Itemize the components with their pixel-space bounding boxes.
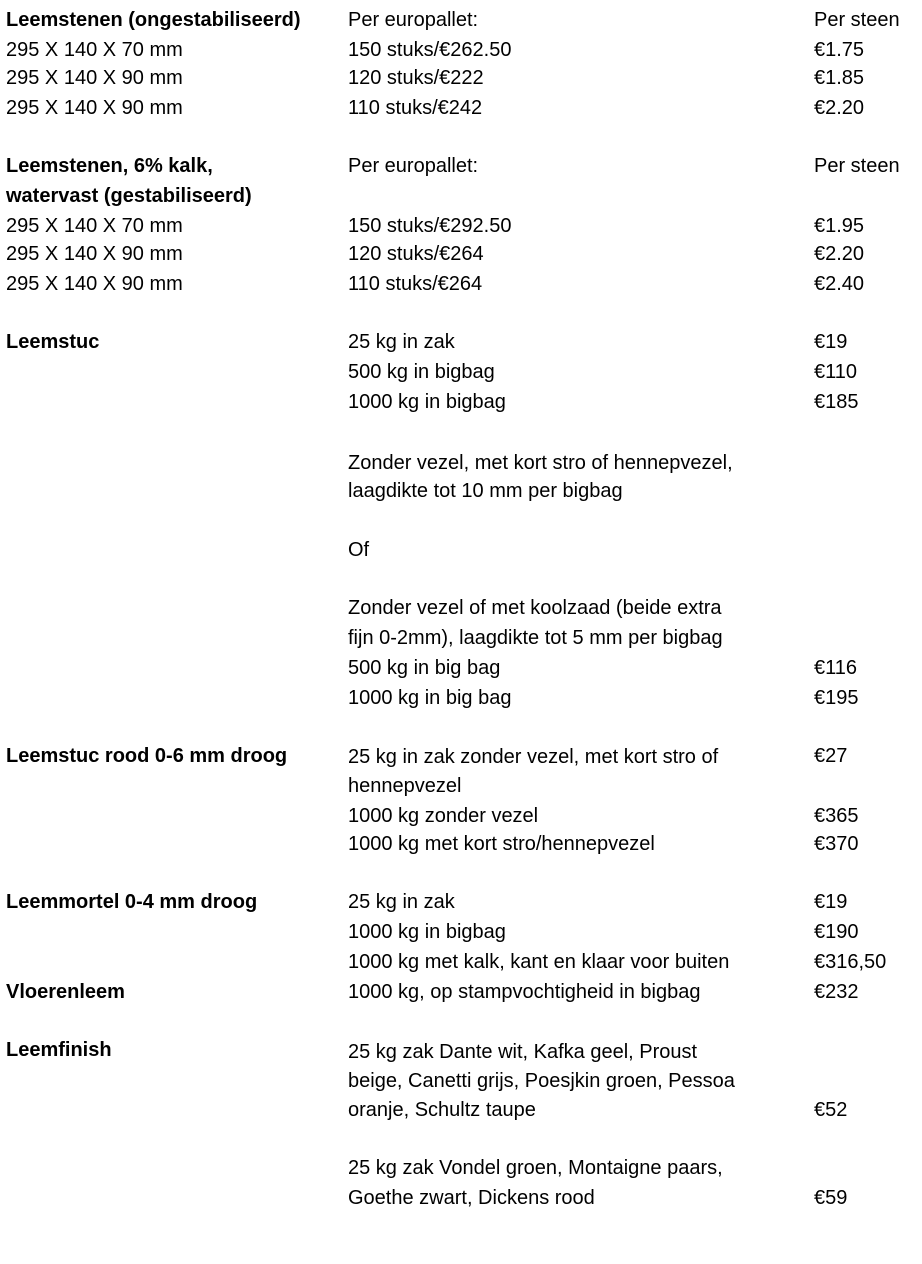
price-cell: €116 [814,657,858,679]
note-text: Zonder vezel, met kort stro of hennepvezel, [348,452,733,474]
desc-cell: 1000 kg in big bag [348,687,512,709]
note-text: laagdikte tot 10 mm per bigbag [348,480,623,502]
section-title: Leemstenen (ongestabiliseerd) [6,9,301,31]
size-cell: 295 X 140 X 90 mm [6,273,183,295]
section-title: Vloerenleem [6,981,125,1003]
desc-cell: 1000 kg, op stampvochtigheid in bigbag [348,981,701,1003]
note-text: Zonder vezel of met koolzaad (beide extra [348,597,722,619]
desc-cell: 1000 kg met kalk, kant en klaar voor buiten [348,951,730,973]
price-header: Per steen [814,9,900,31]
desc-cell: 25 kg in zak zonder vezel, met kort stro of [348,746,719,768]
price-cell: €19 [814,891,848,913]
section-title: Leemstenen, 6% kalk, [6,155,213,177]
price-cell: €52 [814,1099,848,1121]
size-cell: 295 X 140 X 70 mm [6,39,183,61]
price-cell: €185 [814,391,859,413]
section-title: Leemfinish [6,1039,112,1061]
price-cell: €2.20 [814,97,865,119]
price-cell: €1.95 [814,215,865,237]
qty-cell: 120 stuks/€222 [348,67,484,89]
price-cell: €232 [814,981,859,1003]
unit-header: Per europallet: [348,9,479,31]
qty-cell: 150 stuks/€292.50 [348,215,512,237]
size-cell: 295 X 140 X 70 mm [6,215,183,237]
desc-cell: 25 kg zak Vondel groen, Montaigne paars, [348,1157,723,1179]
price-cell: €370 [814,833,859,855]
desc-cell: 1000 kg in bigbag [348,391,506,413]
size-cell: 295 X 140 X 90 mm [6,67,183,89]
price-cell: €316,50 [814,951,887,973]
section-title: Leemstuc rood 0-6 mm droog [6,745,288,767]
price-header: Per steen [814,155,900,177]
section-title: Leemstuc [6,331,100,353]
desc-cell: 1000 kg zonder vezel [348,805,539,827]
price-cell: €2.40 [814,273,865,295]
desc-cell: 25 kg in zak [348,891,455,913]
price-cell: €2.20 [814,243,865,265]
desc-cell: Goethe zwart, Dickens rood [348,1187,595,1209]
qty-cell: 110 stuks/€242 [348,97,483,119]
desc-cell: 25 kg zak Dante wit, Kafka geel, Proust [348,1041,698,1063]
qty-cell: 120 stuks/€264 [348,243,484,265]
qty-cell: 150 stuks/€262.50 [348,39,512,61]
unit-header: Per europallet: [348,155,479,177]
desc-cell: oranje, Schultz taupe [348,1099,536,1121]
section-title: Leemmortel 0-4 mm droog [6,891,258,913]
price-cell: €195 [814,687,859,709]
size-cell: 295 X 140 X 90 mm [6,243,183,265]
note-text: fijn 0-2mm), laagdikte tot 5 mm per bigbag [348,627,723,649]
price-cell: €190 [814,921,859,943]
price-cell: €110 [814,361,858,383]
desc-cell: 1000 kg in bigbag [348,921,506,943]
section-title: watervast (gestabiliseerd) [6,185,252,207]
price-cell: €1.75 [814,39,865,61]
desc-cell: hennepvezel [348,775,462,797]
size-cell: 295 X 140 X 90 mm [6,97,183,119]
price-cell: €19 [814,331,848,353]
desc-cell: 500 kg in bigbag [348,361,495,383]
price-cell: €27 [814,745,848,767]
desc-cell: 25 kg in zak [348,331,455,353]
price-cell: €365 [814,805,859,827]
qty-cell: 110 stuks/€264 [348,273,483,295]
desc-cell: 1000 kg met kort stro/hennepvezel [348,833,655,855]
desc-cell: beige, Canetti grijs, Poesjkin groen, Pessoa [348,1070,735,1092]
or-text: Of [348,539,370,561]
price-cell: €59 [814,1187,848,1209]
desc-cell: 500 kg in big bag [348,657,501,679]
price-cell: €1.85 [814,67,865,89]
